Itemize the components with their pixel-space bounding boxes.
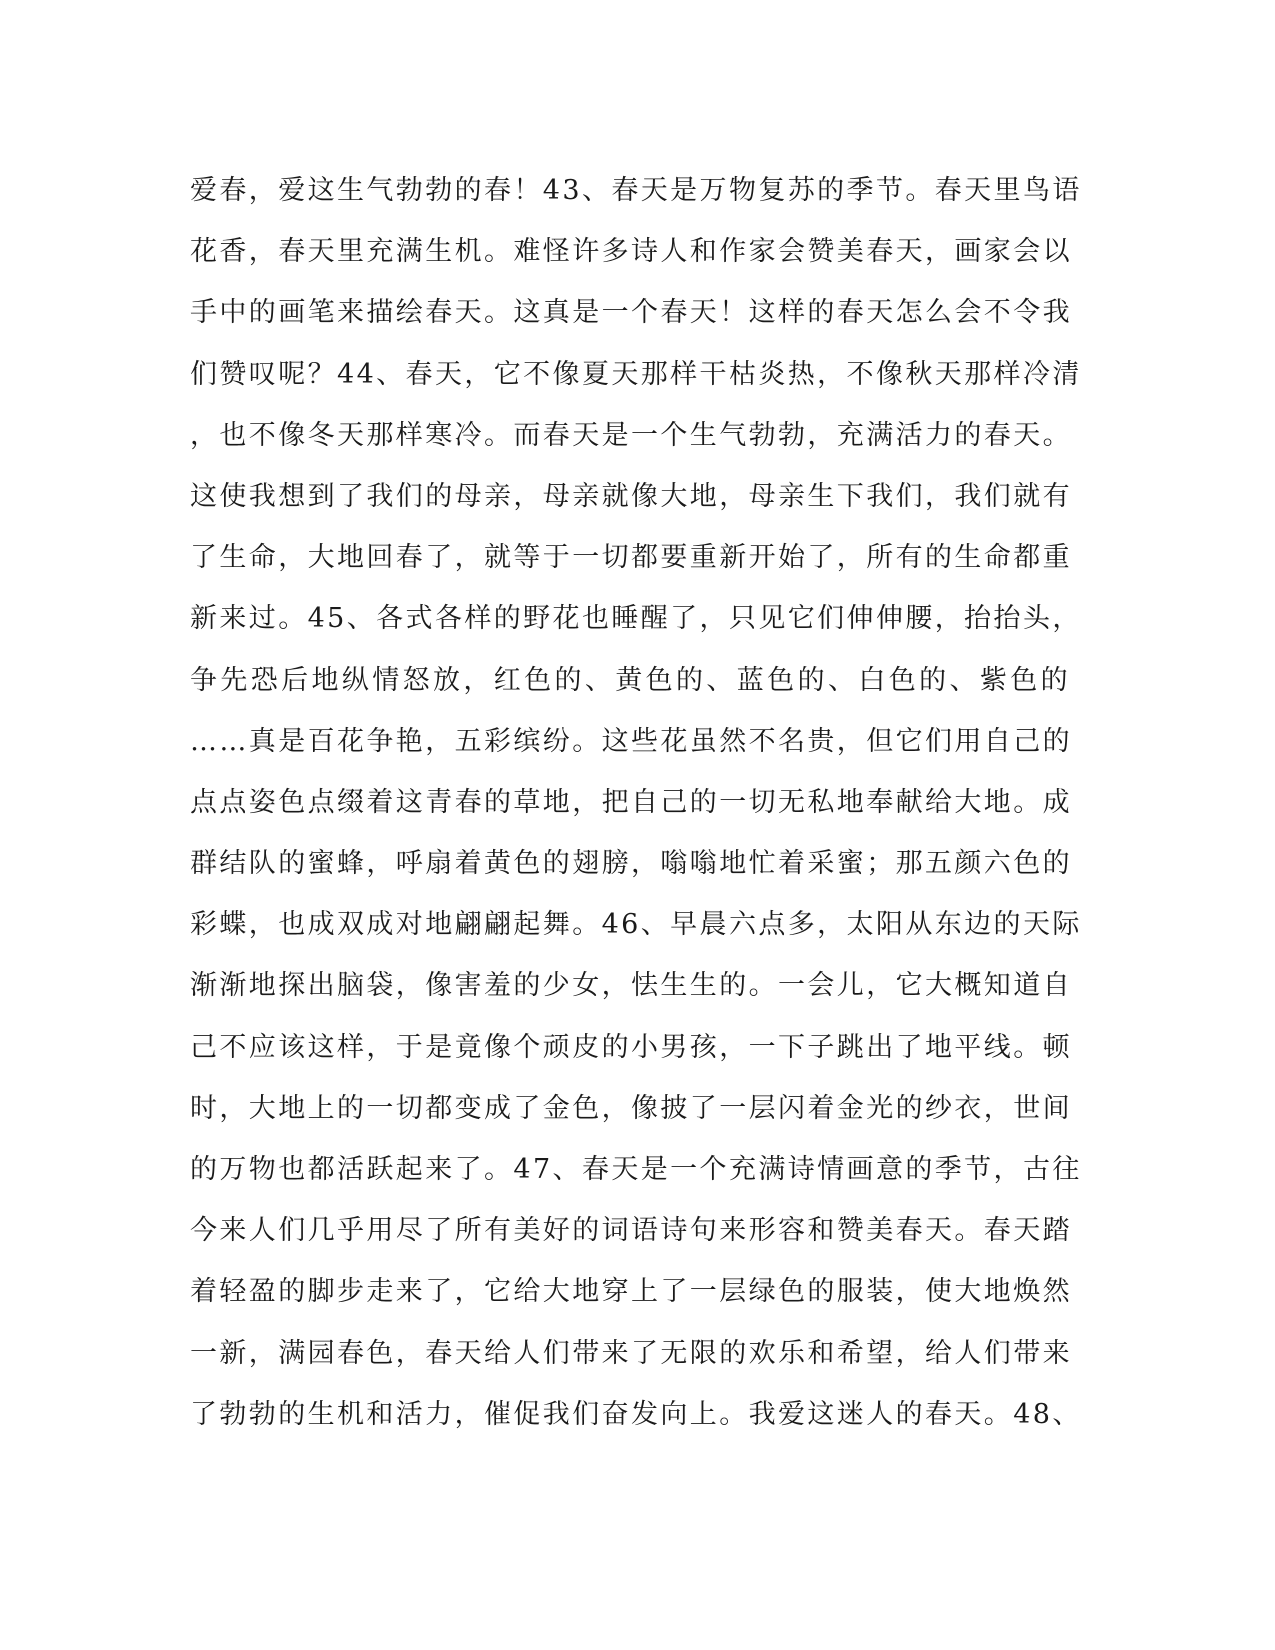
text-line: 彩蝶，也成双成对地翩翩起舞。46、早晨六点多，太阳从东边的天际 [190,909,1082,941]
text-line: ……真是百花争艳，五彩缤纷。这些花虽然不名贵，但它们用自己的 [190,725,1072,757]
text-line: 一新，满园春色，春天给人们带来了无限的欢乐和希望，给人们带来 [190,1337,1072,1369]
text-line: 今来人们几乎用尽了所有美好的词语诗句来形容和赞美春天。春天踏 [190,1215,1072,1247]
text-line: 争先恐后地纵情怒放，红色的、黄色的、蓝色的、白色的、紫色的 [190,664,1070,696]
text-line: 花香，春天里充满生机。难怪许多诗人和作家会赞美春天，画家会以 [190,236,1072,268]
text-line: 群结队的蜜蜂，呼扇着黄色的翅膀，嗡嗡地忙着采蜜；那五颜六色的 [190,848,1072,880]
text-line: 点点姿色点缀着这青春的草地，把自己的一切无私地奉献给大地。成 [190,786,1072,818]
text-line: 时，大地上的一切都变成了金色，像披了一层闪着金光的纱衣，世间 [190,1092,1072,1124]
text-line: 着轻盈的脚步走来了，它给大地穿上了一层绿色的服装，使大地焕然 [190,1276,1072,1308]
text-line: ，也不像冬天那样寒冷。而春天是一个生气勃勃，充满活力的春天。 [190,419,1072,451]
text-line: 新来过。45、各式各样的野花也睡醒了，只见它们伸伸腰，抬抬头， [190,603,1082,635]
text-line: 手中的画笔来描绘春天。这真是一个春天！这样的春天怎么会不令我 [190,297,1072,329]
body-text [190,160,1082,1445]
text-line: 了勃勃的生机和活力，催促我们奋发向上。我爱这迷人的春天。48、 [190,1398,1082,1430]
text-line: 这使我想到了我们的母亲，母亲就像大地，母亲生下我们，我们就有 [190,480,1072,512]
text-line: 己不应该这样，于是竟像个顽皮的小男孩，一下子跳出了地平线。顿 [190,1031,1072,1063]
text-line: 渐渐地探出脑袋，像害羞的少女，怯生生的。一会儿，它大概知道自 [190,970,1072,1002]
text-line: 的万物也都活跃起来了。47、春天是一个充满诗情画意的季节，古往 [190,1154,1082,1185]
text-line: 爱春，爱这生气勃勃的春！43、春天是万物复苏的季节。春天里鸟语 [190,175,1082,206]
text-line: 了生命，大地回春了，就等于一切都要重新开始了，所有的生命都重 [190,542,1072,574]
text-line: 们赞叹呢？44、春天，它不像夏天那样干枯炎热，不像秋天那样冷清 [190,358,1082,390]
